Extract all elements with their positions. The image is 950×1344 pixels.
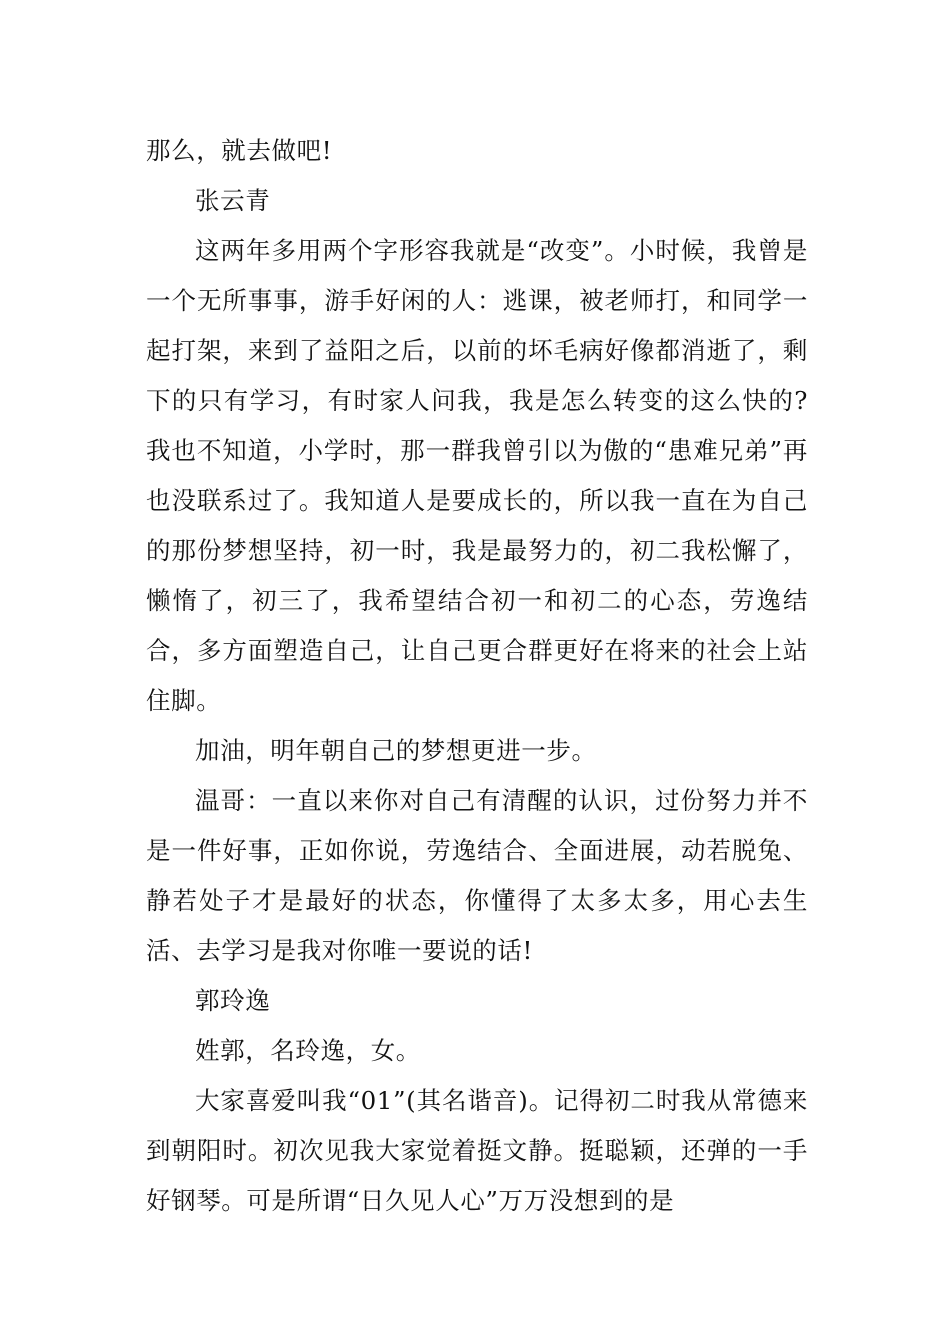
paragraph: 大家喜爱叫我“01”(其名谐音)。记得初二时我从常德来到朝阳时。初次见我大家觉着挺文静。挺聪颖，还弹的一手好钢琴。可是所谓“日久见人心”万万没想到的是 (146, 1086, 808, 1215)
paragraph: 那么，就去做吧! (146, 136, 333, 165)
paragraph: 姓郭，名玲逸，女。 (195, 1036, 421, 1065)
author-name-guo-lingyi: 郭玲逸 (195, 986, 271, 1015)
author-name-zhang-yunqing: 张云青 (195, 186, 271, 215)
paragraph: 加油，明年朝自己的梦想更进一步。 (195, 736, 597, 765)
document-body (146, 126, 808, 1226)
paragraph: 这两年多用两个字形容我就是“改变”。小时候，我曾是一个无所事事，游手好闲的人：逃课，被老师打，和同学一起打架，来到了益阳之后，以前的坏毛病好像都消逝了，剩下的只有学习，有时家人问我，我是怎么转变的这么快的?我也不知道，小学时，那一群我曾引以为傲的“患难兄弟”再也没联系过了。我知道人是要成长的，所以我一直在为自己的那份梦想坚持，初一时，我是最努力的，初二我松懈了，懒惰了，初三了，我希望结合初一和初二的心态，劳逸结合，多方面塑造自己，让自己更合群更好在将来的社会上站住脚。 (146, 236, 808, 715)
teacher-comment: 温哥：一直以来你对自己有清醒的认识，过份努力并不是一件好事，正如你说，劳逸结合、全面进展，动若脱兔、静若处子才是最好的状态，你懂得了太多太多，用心去生活、去学习是我对你唯一要说的话! (146, 786, 808, 965)
